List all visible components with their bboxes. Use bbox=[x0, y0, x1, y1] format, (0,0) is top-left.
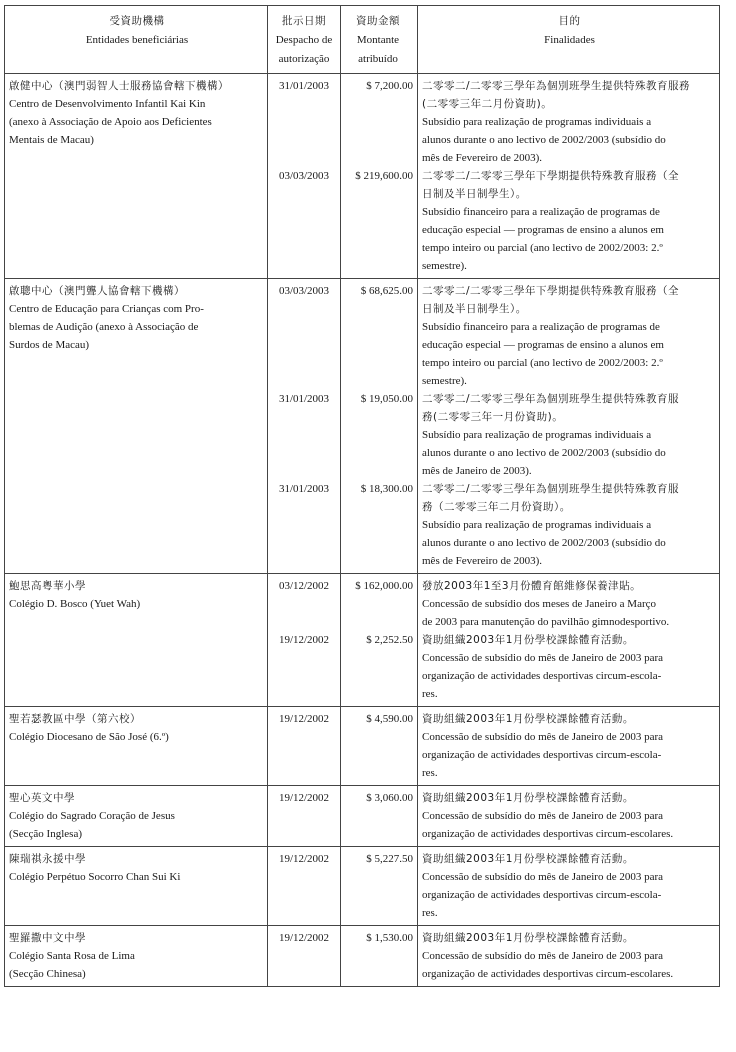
amount-value: $ 3,060.00 bbox=[366, 792, 413, 804]
entity-name-line: Colégio do Sagrado Coração de Jesus bbox=[9, 810, 175, 822]
amount-value: $ 19,050.00 bbox=[360, 393, 413, 405]
entity-cell bbox=[5, 786, 268, 847]
header-amount-zh: 資助金額 bbox=[356, 15, 400, 27]
purpose-pt-line: mês de Fevereiro de 2003). bbox=[422, 152, 543, 164]
amount-cell bbox=[341, 574, 418, 707]
table-row bbox=[5, 847, 720, 926]
purpose-pt-line: educação especial — programas de ensino a alunos em bbox=[422, 339, 664, 351]
header-amount bbox=[341, 6, 418, 74]
amount-cell bbox=[341, 74, 418, 279]
despacho-date: 19/12/2002 bbox=[278, 634, 330, 646]
purpose-zh-line: 務(二零零三年一月份資助)。 bbox=[422, 411, 564, 423]
entity-name-zh: 啟聰中心（澳門聾人協會轄下機構） bbox=[9, 285, 185, 297]
purpose-zh-line: 資助組織2003年1月份學校課餘體育活動。 bbox=[422, 932, 634, 944]
entry-purpose-block bbox=[422, 390, 717, 480]
date-cell bbox=[268, 574, 341, 707]
date-cell bbox=[268, 707, 341, 786]
entity-name-line: Surdos de Macau) bbox=[9, 339, 90, 351]
date-cell bbox=[268, 74, 341, 279]
entity-name-zh: 陳瑞祺永援中學 bbox=[9, 853, 86, 865]
despacho-date: 31/01/2003 bbox=[278, 393, 330, 405]
purpose-pt-line: de 2003 para manutenção do pavilhão gimnodesportivo. bbox=[422, 616, 670, 628]
purpose-pt-line: semestre). bbox=[422, 375, 467, 387]
entry-date-block bbox=[271, 282, 337, 390]
entry-amount-block bbox=[344, 929, 413, 983]
header-purpose-zh: 目的 bbox=[558, 15, 581, 27]
entry-amount-block bbox=[344, 480, 413, 570]
header-entities-zh: 受資助機構 bbox=[109, 15, 165, 27]
header-purpose bbox=[418, 6, 720, 74]
entity-name-line: Colégio Perpétuo Socorro Chan Sui Ki bbox=[9, 871, 181, 883]
table-row bbox=[5, 786, 720, 847]
purpose-pt-line: alunos durante o ano lectivo de 2002/2003 (subsídio do bbox=[422, 537, 666, 549]
purpose-zh-line: 二零零二/二零零三學年下學期提供特殊教育服務（全 bbox=[422, 170, 680, 182]
entry-purpose-block bbox=[422, 282, 717, 390]
purpose-cell bbox=[418, 847, 720, 926]
despacho-date: 19/12/2002 bbox=[278, 932, 330, 944]
despacho-date: 19/12/2002 bbox=[278, 853, 330, 865]
entity-name-line: Centro de Educação para Crianças com Pro- bbox=[9, 303, 204, 315]
header-purpose-pt: Finalidades bbox=[544, 34, 595, 46]
header-entities bbox=[5, 6, 268, 74]
entry-date-block bbox=[271, 850, 337, 922]
purpose-pt-line: res. bbox=[422, 688, 438, 700]
purpose-zh-line: 發放2003年1至3月份體育館維修保養津貼。 bbox=[422, 580, 642, 592]
entity-cell bbox=[5, 847, 268, 926]
entry-date-block bbox=[271, 390, 337, 480]
entity-cell bbox=[5, 926, 268, 987]
purpose-cell bbox=[418, 786, 720, 847]
purpose-pt-line: res. bbox=[422, 907, 438, 919]
purpose-pt-line: mês de Janeiro de 2003). bbox=[422, 465, 532, 477]
purpose-pt-line: semestre). bbox=[422, 260, 467, 272]
purpose-zh-line: 二零零二/二零零三學年為個別班學生提供特殊教育服 bbox=[422, 483, 680, 495]
table-row bbox=[5, 279, 720, 574]
amount-value: $ 1,530.00 bbox=[366, 932, 413, 944]
entry-purpose-block bbox=[422, 631, 717, 703]
purpose-pt-line: alunos durante o ano lectivo de 2002/2003 (subsídio do bbox=[422, 134, 666, 146]
header-date-pt-2: autorização bbox=[278, 53, 330, 65]
amount-value: $ 219,600.00 bbox=[355, 170, 413, 182]
purpose-cell bbox=[418, 926, 720, 987]
entity-cell bbox=[5, 279, 268, 574]
table-row bbox=[5, 926, 720, 987]
purpose-pt-line: organização de actividades desportivas circum-escola- bbox=[422, 889, 662, 901]
amount-value: $ 4,590.00 bbox=[366, 713, 413, 725]
entry-amount-block bbox=[344, 789, 413, 843]
entry-date-block bbox=[271, 77, 337, 167]
header-entities-pt: Entidades beneficiárias bbox=[85, 34, 189, 46]
entry-purpose-block bbox=[422, 480, 717, 570]
entity-cell bbox=[5, 707, 268, 786]
entry-date-block bbox=[271, 929, 337, 983]
amount-value: $ 68,625.00 bbox=[360, 285, 413, 297]
entity-cell bbox=[5, 574, 268, 707]
entry-amount-block bbox=[344, 390, 413, 480]
entry-date-block bbox=[271, 710, 337, 782]
purpose-zh-line: 日制及半日制學生）。 bbox=[422, 303, 527, 315]
header-amount-pt-2: atribuído bbox=[358, 53, 398, 65]
purpose-pt-line: Concessão de subsídio do mês de Janeiro de 2003 para bbox=[422, 652, 664, 664]
entry-amount-block bbox=[344, 631, 413, 703]
purpose-zh-line: 日制及半日制學生）。 bbox=[422, 188, 527, 200]
purpose-pt-line: res. bbox=[422, 767, 438, 779]
entry-amount-block bbox=[344, 167, 413, 275]
entity-cell bbox=[5, 74, 268, 279]
purpose-pt-line: educação especial — programas de ensino a alunos em bbox=[422, 224, 664, 236]
entry-date-block bbox=[271, 167, 337, 275]
amount-cell bbox=[341, 926, 418, 987]
purpose-pt-line: tempo inteiro ou parcial (ano lectivo de 2002/2003: 2.º bbox=[422, 242, 663, 254]
purpose-pt-line: Concessão de subsídio do mês de Janeiro de 2003 para bbox=[422, 950, 664, 962]
purpose-pt-line: Subsídio para realização de programas individuais a bbox=[422, 519, 652, 531]
purpose-pt-line: Concessão de subsídio do mês de Janeiro de 2003 para bbox=[422, 810, 664, 822]
header-date bbox=[268, 6, 341, 74]
date-cell bbox=[268, 279, 341, 574]
purpose-pt-line: organização de actividades desportivas circum-escola- bbox=[422, 670, 662, 682]
purpose-zh-line: 資助組織2003年1月份學校課餘體育活動。 bbox=[422, 853, 634, 865]
entry-purpose-block bbox=[422, 929, 717, 983]
entity-name-line: (anexo à Associação de Apoio aos Deficientes bbox=[9, 116, 212, 128]
purpose-pt-line: Subsídio para realização de programas individuais a bbox=[422, 429, 652, 441]
despacho-date: 19/12/2002 bbox=[278, 713, 330, 725]
purpose-cell bbox=[418, 574, 720, 707]
date-cell bbox=[268, 847, 341, 926]
amount-value: $ 2,252.50 bbox=[366, 634, 413, 646]
purpose-cell bbox=[418, 279, 720, 574]
amount-value: $ 162,000.00 bbox=[355, 580, 413, 592]
purpose-pt-line: Subsídio para realização de programas individuais a bbox=[422, 116, 652, 128]
entry-amount-block bbox=[344, 850, 413, 922]
header-date-pt-1: Despacho de bbox=[275, 34, 333, 46]
table-row bbox=[5, 74, 720, 279]
entry-amount-block bbox=[344, 77, 413, 167]
entity-name-zh: 聖心英文中學 bbox=[9, 792, 75, 804]
purpose-pt-line: Subsídio financeiro para a realização de programas de bbox=[422, 206, 660, 218]
amount-value: $ 5,227.50 bbox=[366, 853, 413, 865]
purpose-zh-line: 資助組織2003年1月份學校課餘體育活動。 bbox=[422, 634, 634, 646]
date-cell bbox=[268, 926, 341, 987]
despacho-date: 03/03/2003 bbox=[278, 285, 330, 297]
header-amount-pt-1: Montante bbox=[356, 34, 400, 46]
entry-purpose-block bbox=[422, 710, 717, 782]
purpose-pt-line: organização de actividades desportivas circum-escola- bbox=[422, 749, 662, 761]
purpose-zh-line: 資助組織2003年1月份學校課餘體育活動。 bbox=[422, 713, 634, 725]
amount-value: $ 7,200.00 bbox=[366, 80, 413, 92]
amount-value: $ 18,300.00 bbox=[360, 483, 413, 495]
header-date-zh: 批示日期 bbox=[282, 15, 326, 27]
amount-cell bbox=[341, 279, 418, 574]
amount-cell bbox=[341, 847, 418, 926]
table-row bbox=[5, 707, 720, 786]
entry-purpose-block bbox=[422, 850, 717, 922]
entry-date-block bbox=[271, 480, 337, 570]
entity-name-line: Mentais de Macau) bbox=[9, 134, 94, 146]
purpose-zh-line: (二零零三年二月份資助)。 bbox=[422, 98, 553, 110]
purpose-pt-line: tempo inteiro ou parcial (ano lectivo de 2002/2003: 2.º bbox=[422, 357, 663, 369]
despacho-date: 31/01/2003 bbox=[278, 483, 330, 495]
entry-purpose-block bbox=[422, 167, 717, 275]
entry-purpose-block bbox=[422, 789, 717, 843]
purpose-cell bbox=[418, 707, 720, 786]
subsidy-table-sheet bbox=[4, 5, 720, 987]
despacho-date: 03/12/2002 bbox=[278, 580, 330, 592]
table-body bbox=[5, 74, 720, 987]
entity-name-line: Colégio Diocesano de São José (6.º) bbox=[9, 731, 169, 743]
amount-cell bbox=[341, 707, 418, 786]
purpose-cell bbox=[418, 74, 720, 279]
entry-amount-block bbox=[344, 710, 413, 782]
entity-name-line: blemas de Audição (anexo à Associação de bbox=[9, 321, 199, 333]
subsidy-table bbox=[4, 5, 720, 987]
entry-date-block bbox=[271, 577, 337, 631]
despacho-date: 31/01/2003 bbox=[278, 80, 330, 92]
entity-name-zh: 聖若瑟教區中學（第六校） bbox=[9, 713, 141, 725]
purpose-pt-line: organização de actividades desportivas circum-escolares. bbox=[422, 968, 674, 980]
amount-cell bbox=[341, 786, 418, 847]
purpose-zh-line: 二零零二/二零零三學年為個別班學生提供特殊教育服務 bbox=[422, 80, 691, 92]
entry-amount-block bbox=[344, 577, 413, 631]
entity-name-line: Colégio D. Bosco (Yuet Wah) bbox=[9, 598, 141, 610]
date-cell bbox=[268, 786, 341, 847]
purpose-zh-line: 務（二零零三年二月份資助）。 bbox=[422, 501, 571, 513]
entry-amount-block bbox=[344, 282, 413, 390]
purpose-zh-line: 二零零二/二零零三學年為個別班學生提供特殊教育服 bbox=[422, 393, 680, 405]
purpose-pt-line: mês de Fevereiro de 2003). bbox=[422, 555, 543, 567]
despacho-date: 19/12/2002 bbox=[278, 792, 330, 804]
despacho-date: 03/03/2003 bbox=[278, 170, 330, 182]
purpose-pt-line: Concessão de subsídio do mês de Janeiro de 2003 para bbox=[422, 731, 664, 743]
table-row bbox=[5, 574, 720, 707]
entity-name-zh: 啟健中心（澳門弱智人士服務協會轄下機構） bbox=[9, 80, 229, 92]
entity-name-zh: 聖羅撒中文中學 bbox=[9, 932, 86, 944]
purpose-pt-line: Subsídio financeiro para a realização de programas de bbox=[422, 321, 660, 333]
entry-date-block bbox=[271, 631, 337, 703]
purpose-pt-line: Concessão de subsídio do mês de Janeiro de 2003 para bbox=[422, 871, 664, 883]
entry-purpose-block bbox=[422, 577, 717, 631]
entry-purpose-block bbox=[422, 77, 717, 167]
purpose-pt-line: Concessão de subsídio dos meses de Janeiro a Março bbox=[422, 598, 657, 610]
purpose-zh-line: 二零零二/二零零三學年下學期提供特殊教育服務（全 bbox=[422, 285, 680, 297]
purpose-pt-line: organização de actividades desportivas circum-escolares. bbox=[422, 828, 674, 840]
entity-name-zh: 鮑思高粵華小學 bbox=[9, 580, 86, 592]
entity-name-line: (Secção Inglesa) bbox=[9, 828, 82, 840]
table-header-row bbox=[5, 6, 720, 74]
entity-name-line: (Secção Chinesa) bbox=[9, 968, 86, 980]
purpose-zh-line: 資助組織2003年1月份學校課餘體育活動。 bbox=[422, 792, 634, 804]
entity-name-line: Centro de Desenvolvimento Infantil Kai Kin bbox=[9, 98, 206, 110]
purpose-pt-line: alunos durante o ano lectivo de 2002/2003 (subsídio do bbox=[422, 447, 666, 459]
entry-date-block bbox=[271, 789, 337, 843]
entity-name-line: Colégio Santa Rosa de Lima bbox=[9, 950, 135, 962]
